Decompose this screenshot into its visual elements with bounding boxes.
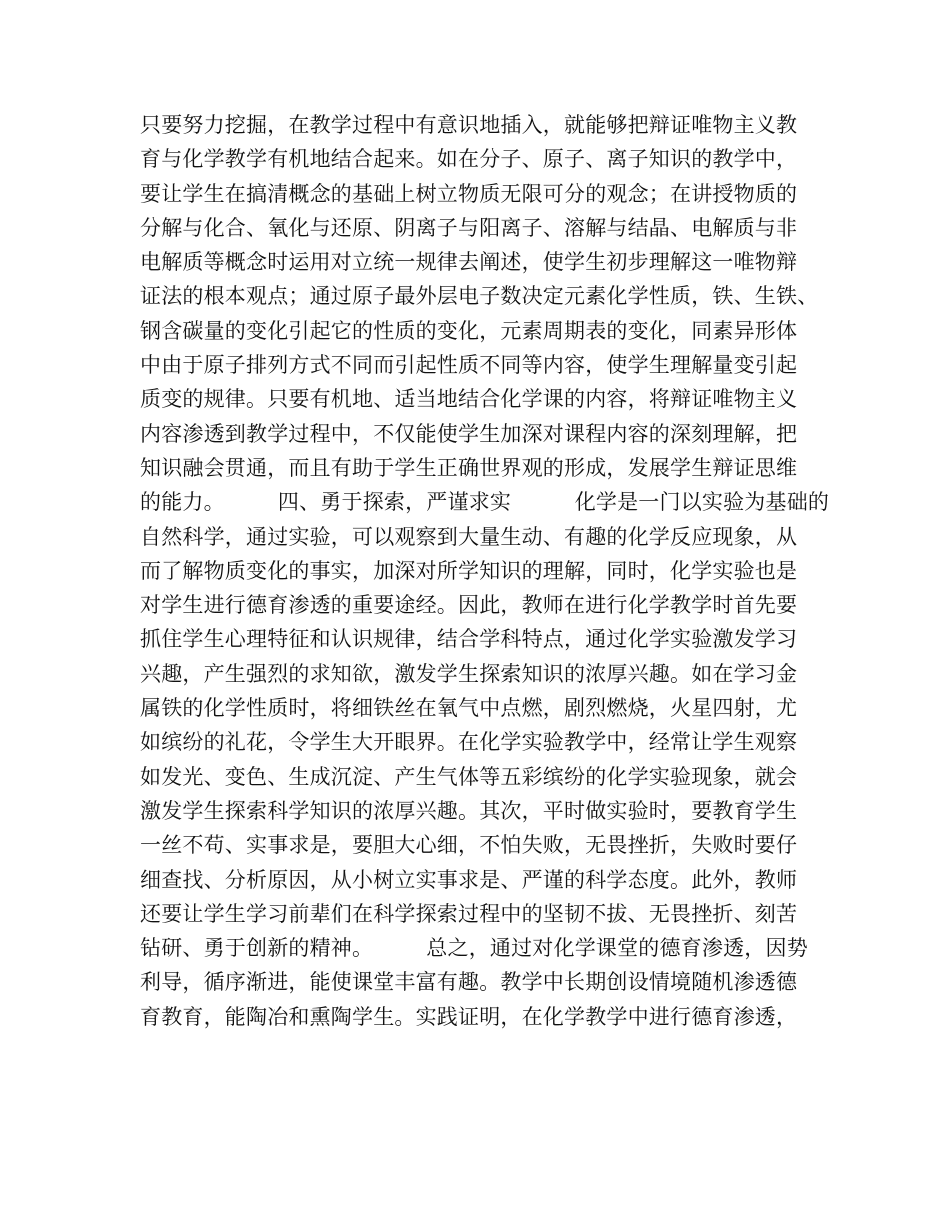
text-line: 自然科学，通过实验，可以观察到大量生动、有趣的化学反应现象，从: [140, 524, 798, 549]
text-line: 如缤纷的礼花，令学生大开眼界。在化学实验教学中，经常让学生观察: [140, 730, 798, 755]
text-line: 细查找、分析原因，从小树立实事求是、严谨的科学态度。此外，教师: [140, 867, 798, 892]
text-line: 如发光、变色、生成沉淀、产生气体等五彩缤纷的化学实验现象，就会: [140, 764, 798, 789]
text-line: 而了解物质变化的事实，加深对所学知识的理解，同时，化学实验也是: [140, 558, 798, 583]
text-line: 内容渗透到教学过程中，不仅能使学生加深对课程内容的深刻理解，把: [140, 421, 798, 446]
text-line: 抓住学生心理特征和认识规律，结合学科特点，通过化学实验激发学习: [140, 627, 798, 652]
text-line: 电解质等概念时运用对立统一规律去阐述，使学生初步理解这一唯物辩: [140, 250, 798, 275]
text-line: 一丝不苟、实事求是，要胆大心细，不怕失败，无畏挫折，失败时要仔: [140, 833, 798, 858]
text-line: 只要努力挖掘，在教学过程中有意识地插入，就能够把辩证唯物主义教: [140, 113, 798, 137]
text-line: 利导，循序渐进，能使课堂丰富有趣。教学中长期创设情境随机渗透德: [140, 970, 798, 995]
text-line: 分解与化合、氧化与还原、阴离子与阳离子、溶解与结晶、电解质与非: [140, 215, 798, 240]
text-line: 育教育，能陶冶和熏陶学生。实践证明，在化学教学中进行德育渗透，: [140, 1004, 798, 1029]
body-text: [140, 108, 840, 1034]
text-line: 证法的根本观点；通过原子最外层电子数决定元素化学性质，铁、生铁、: [140, 284, 819, 309]
text-line: 钻研、勇于创新的精神。 总之，通过对化学课堂的德育渗透，因势: [140, 936, 808, 961]
text-line: 对学生进行德育渗透的重要途经。因此，教师在进行化学教学时首先要: [140, 593, 798, 618]
text-line: 的能力。 四、勇于探索，严谨求实 化学是一门以实验为基础的: [140, 490, 830, 515]
text-line: 兴趣，产生强烈的求知欲，激发学生探索知识的浓厚兴趣。如在学习金: [140, 661, 798, 686]
text-line: 知识融会贯通，而且有助于学生正确世界观的形成，发展学生辩证思维: [140, 455, 798, 480]
text-line: 激发学生探索科学知识的浓厚兴趣。其次，平时做实验时，要教育学生: [140, 798, 798, 823]
text-line: 质变的规律。只要有机地、适当地结合化学课的内容，将辩证唯物主义: [140, 387, 798, 412]
text-line: 还要让学生学习前辈们在科学探索过程中的坚韧不拔、无畏挫折、刻苦: [140, 901, 798, 926]
text-line: 要让学生在搞清概念的基础上树立物质无限可分的观念；在讲授物质的: [140, 181, 798, 206]
text-line: 中由于原子排列方式不同而引起性质不同等内容，使学生理解量变引起: [140, 353, 798, 378]
text-line: 属铁的化学性质时，将细铁丝在氧气中点燃，剧烈燃烧，火星四射，尤: [140, 696, 798, 721]
text-line: 钢含碳量的变化引起它的性质的变化，元素周期表的变化，同素异形体: [140, 318, 798, 343]
text-line: 育与化学教学有机地结合起来。如在分子、原子、离子知识的教学中，: [140, 147, 798, 172]
